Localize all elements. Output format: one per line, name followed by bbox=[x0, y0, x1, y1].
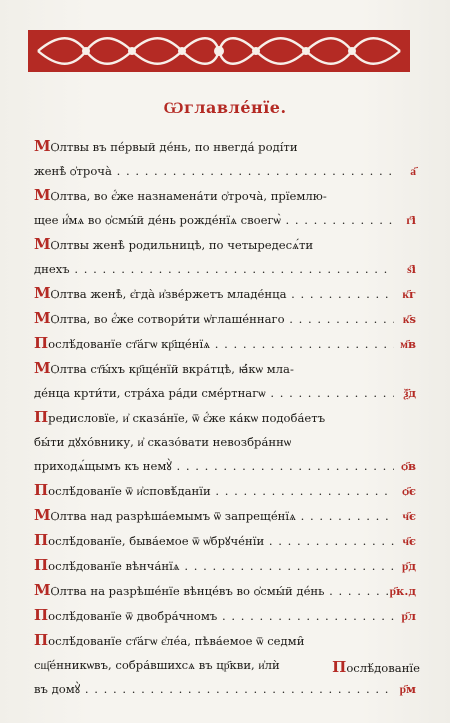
toc-entry-line bbox=[34, 578, 394, 603]
toc-entry-line bbox=[34, 478, 394, 503]
footer-initial: П bbox=[332, 658, 347, 676]
toc-page-number: м҃в bbox=[400, 337, 416, 351]
toc-entry-text: ослѣ́дованїе ст҃а́гѡ кр҃щéнїѧ bbox=[48, 337, 211, 351]
toc-entry-line bbox=[34, 306, 394, 331]
toc-entry-line bbox=[34, 628, 394, 653]
toc-entry-line bbox=[34, 603, 394, 628]
toc-entry-initial: П bbox=[34, 334, 49, 352]
toc-entry-initial: П bbox=[34, 631, 49, 649]
toc-entry-initial: М bbox=[34, 186, 51, 204]
toc-entry bbox=[34, 134, 416, 183]
toc-page-number: ѕ҃і bbox=[407, 262, 416, 276]
toc-entry-text: днехъ bbox=[34, 262, 70, 276]
toc-entry-text: Ѻлтва женѣ̀, є҆гда̀ и҆зве́ржетъ младе́нца bbox=[50, 287, 287, 301]
toc-page-number: г҃і bbox=[406, 213, 416, 227]
toc-entry-text: ослѣ́дованїе ст҃а́гѡ є҆лéа, пѣва́емое ѿ седми̑ bbox=[48, 634, 305, 648]
toc-entry-line bbox=[34, 232, 394, 257]
toc-entry-text: редисловїе, и҆ сказа́нїе, ѿ є҆́же ка́кѡ подоба́етъ bbox=[48, 411, 326, 425]
toc-entry-initial: М bbox=[34, 506, 51, 524]
toc-page-number: к҃ѕ bbox=[402, 312, 416, 326]
toc-entry bbox=[34, 553, 416, 578]
toc-entry-line bbox=[34, 405, 394, 430]
toc-entry-initial: М bbox=[34, 235, 51, 253]
toc-entry-line bbox=[34, 257, 394, 281]
toc-entry-text: дéнца крти́ти, стра́ха ра́ди смéртнагѡ bbox=[34, 386, 266, 400]
toc-entry-text: ослѣ́дованїе вѣнча́нїѧ bbox=[48, 559, 180, 573]
table-of-contents bbox=[34, 134, 416, 701]
toc-entry-line bbox=[34, 331, 394, 356]
toc-entry-text: Ѻлтвы въ пéрвый дéнь, по нвегдá родíти bbox=[50, 140, 298, 154]
toc-entry bbox=[34, 405, 416, 478]
toc-entry-initial: М bbox=[34, 284, 51, 302]
toc-entry-line bbox=[34, 430, 394, 454]
toc-entry-line bbox=[34, 381, 394, 405]
toc-page-number: р҃м bbox=[399, 682, 416, 696]
toc-entry bbox=[34, 306, 416, 331]
footer-text: ослѣ́дованїе bbox=[346, 661, 420, 675]
page-title: Ѡглавлéнїе. bbox=[163, 98, 287, 117]
toc-entry-initial: П bbox=[34, 408, 49, 426]
toc-entry-line bbox=[34, 553, 394, 578]
toc-page-number: р҃л bbox=[401, 609, 416, 623]
toc-entry-text: ослѣ́дованїе ѿ двобра́чномъ bbox=[48, 609, 218, 623]
toc-page-number: ѻ҃є bbox=[402, 484, 416, 498]
toc-entry-initial: П bbox=[34, 556, 49, 574]
toc-entry-text: женѣ̀ ѻ҆трочà bbox=[34, 164, 112, 178]
toc-entry-initial: М bbox=[34, 309, 51, 327]
toc-entry bbox=[34, 183, 416, 232]
toc-entry bbox=[34, 478, 416, 503]
toc-page-number: ѯ҃д bbox=[403, 386, 416, 400]
toc-entry-initial: П bbox=[34, 531, 49, 549]
toc-entry-text: Ѻлтвы женѣ̀ родильницѣ, по четыредесѧ́ти bbox=[50, 238, 314, 252]
toc-page-number: а҃ bbox=[410, 164, 416, 178]
toc-entry-line bbox=[34, 159, 394, 183]
toc-entry-text: приходѧ́щымъ къ немꙋ̀ bbox=[34, 459, 172, 473]
toc-entry-line bbox=[34, 677, 394, 701]
toc-entry-text: Ѻлтва на разрѣшéнїе вѣнцéвъ во ѻ҆смы́й дéнь bbox=[50, 584, 325, 598]
toc-entry-line bbox=[34, 208, 394, 232]
toc-entry-text: Ѻлтва над разрѣша́емымъ ѿ запрещéнїѧ bbox=[50, 509, 296, 523]
toc-entry bbox=[34, 603, 416, 628]
toc-entry-line bbox=[34, 356, 394, 381]
toc-entry bbox=[34, 356, 416, 405]
toc-entry-line bbox=[34, 281, 394, 306]
toc-entry-initial: П bbox=[34, 481, 49, 499]
toc-page-number: к҃г bbox=[402, 287, 416, 301]
toc-entry-text: въ домꙋ̀ bbox=[34, 682, 81, 696]
toc-entry bbox=[34, 331, 416, 356]
toc-entry bbox=[34, 232, 416, 281]
toc-entry bbox=[34, 281, 416, 306]
toc-entry-line bbox=[34, 454, 394, 478]
toc-entry bbox=[34, 578, 416, 603]
toc-entry-text: Ѻлтва ст҃ы́хъ кр҃щéнїй вкра́тцѣ, ꙗ҆́кѡ мла- bbox=[50, 362, 294, 376]
toc-page-number: ч҃є bbox=[402, 509, 416, 523]
toc-page-number: р҃к.д bbox=[389, 584, 416, 598]
toc-entry-initial: М bbox=[34, 359, 51, 377]
toc-entry-line bbox=[34, 134, 394, 159]
ornamental-border bbox=[28, 30, 410, 72]
toc-entry-line bbox=[34, 503, 394, 528]
toc-entry-text: щее и҆́мѧ во ѻ҆смы́й дéнь рождéнїѧ своегѡ̀ bbox=[34, 213, 281, 227]
toc-entry-text: ослѣ́дованїе, быва́емое ѿ ѡ҆брꙋчéнїи bbox=[48, 534, 265, 548]
toc-entry-line bbox=[34, 183, 394, 208]
toc-entry-initial: М bbox=[34, 581, 51, 599]
toc-page-number: р҃д bbox=[401, 559, 416, 573]
toc-entry-initial: П bbox=[34, 606, 49, 624]
toc-entry-text: ослѣ́дованїе ѿ и҆сповѣ́данїи bbox=[48, 484, 211, 498]
toc-page-number: ч҃є bbox=[402, 534, 416, 548]
toc-entry-text: Ѻлтва, во є҆́же назнамена́ти ѻ҆троча̀, прїемлю- bbox=[50, 189, 327, 203]
toc-entry-initial: М bbox=[34, 137, 51, 155]
toc-entry bbox=[34, 528, 416, 553]
toc-entry bbox=[34, 503, 416, 528]
page-footer bbox=[332, 658, 420, 676]
toc-entry-line bbox=[34, 528, 394, 553]
toc-entry-text: бы́ти дꙋхо́внику, и҆ сказо́вати невозбра́ннѡ bbox=[34, 435, 292, 449]
toc-entry-text: сщ҃éнникѡвъ, собра́вшихсѧ въ цр҃кви, и҆лѝ bbox=[34, 658, 280, 672]
toc-entry-text: Ѻлтва, во є҆́же сотвори́ти ѡ҆глашéннаго bbox=[50, 312, 285, 326]
toc-page-number: ѻ҃в bbox=[401, 459, 416, 473]
